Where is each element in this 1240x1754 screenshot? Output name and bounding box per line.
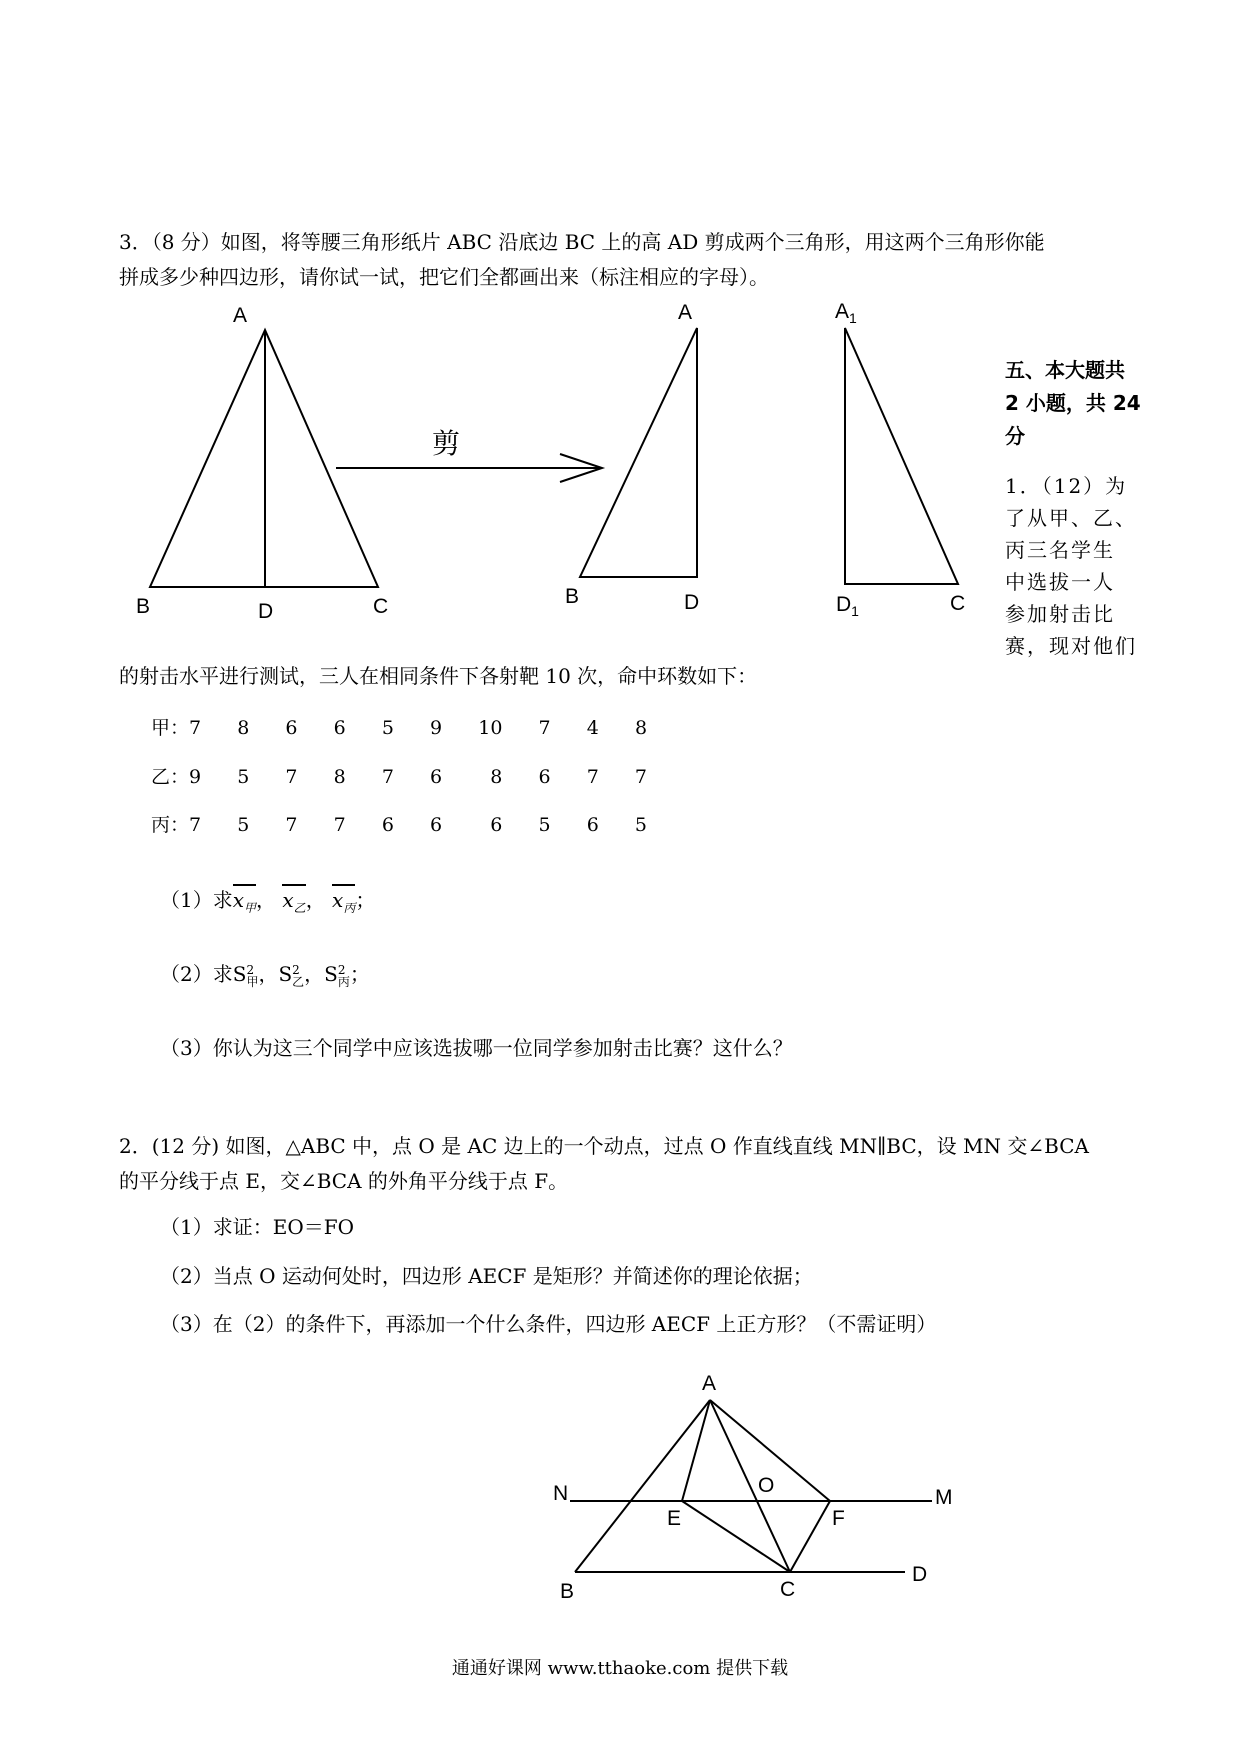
- label-A1: $A_1$: [835, 300, 857, 326]
- q1-side-line3: 丙三名学生: [1005, 538, 1115, 562]
- label-A: A: [702, 1372, 717, 1395]
- q1-part3: （3）你认为这三个同学中应该选拔哪一位同学参加射击比赛？这什么？: [160, 1036, 793, 1060]
- q1-part1: （1）求$x_甲$， $x_乙$， $x_丙$；: [160, 884, 375, 922]
- q1-part2-prefix: （2）求: [160, 962, 233, 986]
- q2-part1: （1）求证：EO＝FO: [160, 1215, 354, 1239]
- label-B: B: [136, 595, 151, 618]
- section5-heading-line2: 2 小题，共 24: [1005, 391, 1141, 415]
- score-row-jia: [151, 713, 647, 740]
- q1-side-line4: 中选拔一人: [1005, 570, 1115, 594]
- q2-part2: （2）当点 O 运动何处时，四边形 AECF 是矩形？并简述你的理论依据；: [160, 1264, 813, 1288]
- q1-part1-prefix: （1）求: [160, 888, 233, 912]
- q3-figure: [0, 290, 1000, 630]
- q1-side-text: [1005, 470, 1137, 662]
- label-D: D: [258, 600, 274, 623]
- line-ab: [575, 1400, 710, 1572]
- q1-side-line1: 1．（12）为: [1005, 474, 1128, 498]
- q1-side-line6: 赛，现对他们: [1005, 634, 1137, 658]
- section5-heading: [1005, 354, 1141, 453]
- section5-heading-line3: 分: [1005, 424, 1025, 448]
- line-ae: [682, 1400, 710, 1501]
- variance-yi: S 2 乙: [278, 962, 305, 989]
- q2-text-line1: 2．(12 分) 如图，△ABC 中，点 O 是 AC 边上的一个动点，过点 O 作直线直线 MN∥BC，设 MN 交∠BCA: [119, 1134, 1089, 1158]
- q2-figure: [0, 1360, 1000, 1610]
- score-values: 9 5 7 8 7 6 8 6 7 7: [189, 766, 648, 788]
- q1-part2: （2）求S 2 甲 ，S 2 乙 ，S 2 丙 ；: [160, 962, 370, 989]
- q1-side-line2: 了从甲、乙、: [1005, 506, 1137, 530]
- score-name: 乙：: [151, 766, 190, 788]
- label-A-right: A: [678, 301, 693, 324]
- footer: 通通好课网 www.tthaoke.com 提供下载: [451, 1658, 789, 1679]
- triangle-a1d1c: [845, 328, 958, 584]
- label-N: N: [553, 1482, 569, 1505]
- label-D: D: [912, 1563, 928, 1586]
- section5-heading-line1: 五、本大题共: [1005, 358, 1125, 382]
- label-B-right: B: [565, 585, 580, 608]
- q3-text-line2: 拼成多少种四边形，请你试一试，把它们全都画出来（标注相应的字母）。: [119, 265, 769, 289]
- q2-part3: （3）在（2）的条件下，再添加一个什么条件，四边形 AECF 上正方形？（不需证明）: [160, 1312, 937, 1336]
- line-fc: [790, 1501, 830, 1572]
- mean-jia: $x_甲$: [233, 884, 256, 922]
- label-O: O: [758, 1474, 775, 1497]
- score-name: 丙：: [151, 814, 190, 836]
- variance-bing: S 2 丙: [324, 962, 350, 989]
- label-C: C: [780, 1578, 796, 1601]
- label-F: F: [832, 1507, 845, 1530]
- score-values: 7 8 6 6 5 9 10 7 4 8: [189, 717, 648, 739]
- q3-text-line1: 3．（8 分）如图，将等腰三角形纸片 ABC 沿底边 BC 上的高 AD 剪成两个三角形，用这两个三角形你能: [119, 230, 1045, 254]
- variance-jia: S 2 甲: [232, 962, 259, 989]
- label-M: M: [935, 1486, 953, 1509]
- score-row-bing: [151, 810, 647, 837]
- cut-label: 剪: [432, 427, 461, 460]
- q2-text-line2: 的平分线于点 E，交∠BCA 的外角平分线于点 F。: [119, 1169, 569, 1193]
- label-B: B: [560, 1580, 575, 1603]
- q1-intro: 的射击水平进行测试，三人在相同条件下各射靶 10 次，命中环数如下：: [119, 664, 758, 688]
- label-A: A: [233, 304, 248, 327]
- label-C: C: [373, 595, 389, 618]
- triangle-abd: [580, 328, 697, 577]
- score-row-yi: [151, 762, 647, 789]
- label-D1: $D_1$: [836, 593, 859, 619]
- score-name: 甲：: [151, 717, 190, 739]
- mean-bing: $x_丙$: [332, 884, 355, 922]
- score-values: 7 5 7 7 6 6 6 5 6 5: [189, 814, 648, 836]
- label-D-right: D: [684, 591, 700, 614]
- label-E: E: [667, 1507, 682, 1530]
- q1-side-line5: 参加射击比: [1005, 602, 1115, 626]
- mean-yi: $x_乙$: [282, 884, 305, 922]
- label-C-right: C: [950, 592, 966, 615]
